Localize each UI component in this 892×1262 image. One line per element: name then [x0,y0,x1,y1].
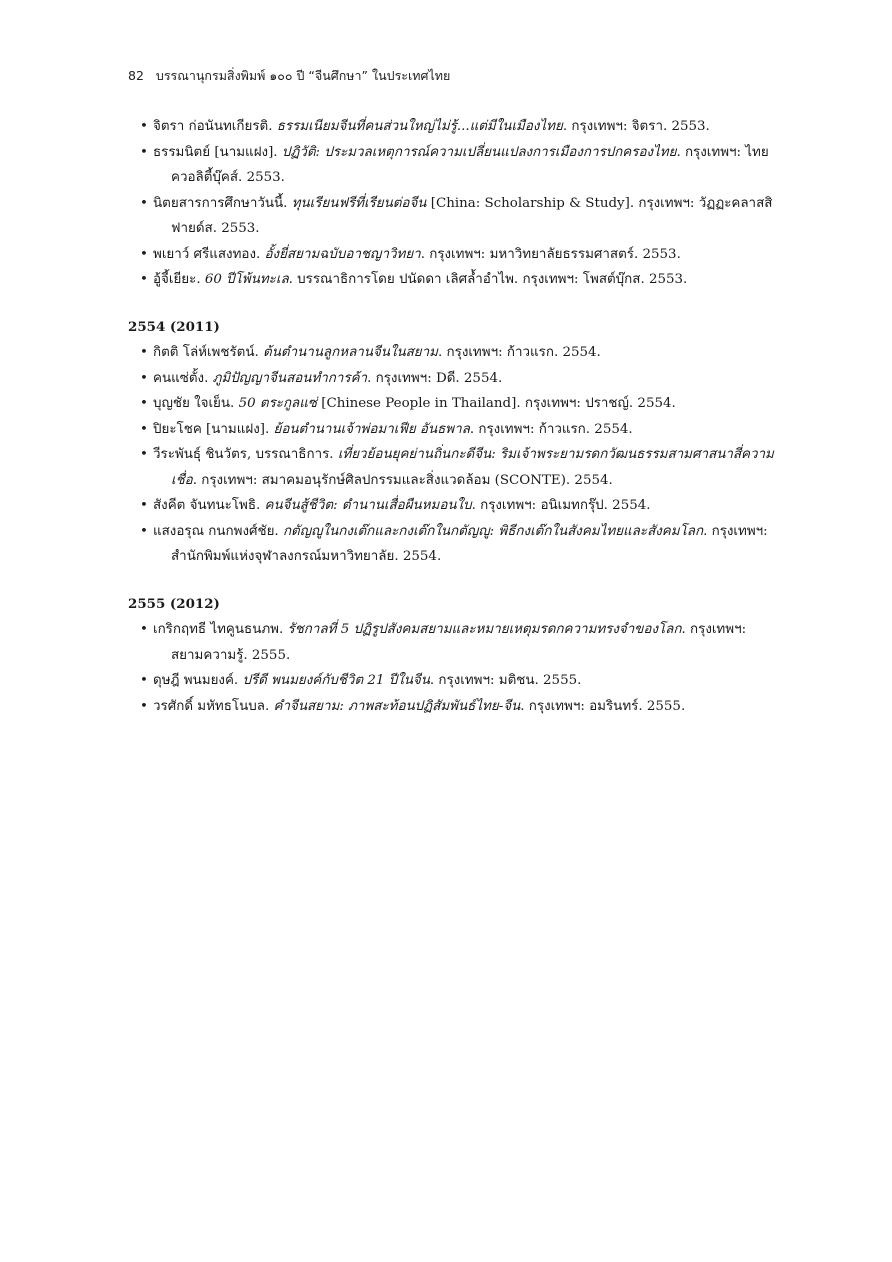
entry-list [128,340,778,570]
list-item: • วรศักดิ์ มหัทธโนบล. คำจีนสยาม: ภาพสะท้อนปฏิสัมพันธ์ไทย-จีน. กรุงเทพฯ: อมรินทร์. 2555. [128,694,778,720]
list-item: • ดุษฎี พนมยงค์. ปรีดี พนมยงค์กับชีวิต 21 ปีในจีน. กรุงเทพฯ: มติชน. 2555. [128,668,778,694]
section-2554 [128,315,778,570]
page-number: 82 [128,68,144,83]
year-heading: 2555 (2012) [128,595,220,612]
running-head [128,66,450,86]
list-item: • จิตรา ก่อนันทเกียรติ. ธรรมเนียมจีนที่คนส่วนใหญ่ไม่รู้...แต่มีในเมืองไทย. กรุงเทพฯ: จิตรา. 2553. [128,114,778,140]
list-item: • บุญชัย ใจเย็น. 50 ตระกูลแซ่ [Chinese People in Thailand]. กรุงเทพฯ: ปราชญ์. 2554. [128,391,778,417]
entry-list [128,617,778,719]
list-item: • คนแซ่ตั้ง. ภูมิปัญญาจีนสอนทำการค้า. กรุงเทพฯ: Dดี. 2554. [128,366,778,392]
year-heading: 2554 (2011) [128,318,220,335]
list-item: • นิตยสารการศึกษาวันนี้. ทุนเรียนฟรีที่เรียนต่อจีน [China: Scholarship & Study]. กรุงเทพฯ: วัฏฏะคลาสสิฟายด์ส. 2553. [128,191,778,242]
section-2555 [128,592,778,720]
list-item: • เกริกฤทธี ไทคูนธนภพ. รัชกาลที่ 5 ปฏิรูปสังคมสยามและหมายเหตุมรดกความทรงจำของโลก. กรุงเทพฯ: สยามความรู้. 2555. [128,617,778,668]
list-item: • สังคีต จันทนะโพธิ. คนจีนสู้ชีวิต: ตำนานเสื่อผืนหมอนใบ. กรุงเทพฯ: อนิเมทกรุ๊ป. 2554. [128,493,778,519]
list-item: • ธรรมนิตย์ [นามแฝง]. ปฏิวัติ: ประมวลเหตุการณ์ความเปลี่ยนแปลงการเมืองการปกครองไทย. กรุงเทพฯ: ไทยควอลิตี้บุ๊คส์. 2553. [128,140,778,191]
list-item: • วีระพันธุ์ ชินวัตร, บรรณาธิการ. เที่ยวย้อนยุคย่านถิ่นกะดีจีน: ริมเจ้าพระยามรดกวัฒนธรรมสามศาสนาสี่ความเชื่อ. กรุงเทพฯ: สมาคมอนุรักษ์ศิลปกรรมและสิ่งแวดล้อม (SCONTE). 2554. [128,442,778,493]
list-item: • ปิยะโชค [นามแฝง]. ย้อนตำนานเจ้าพ่อมาเฟีย อันธพาล. กรุงเทพฯ: ก้าวแรก. 2554. [128,417,778,443]
entry-list [128,114,778,293]
list-item: • พเยาว์ ศรีแสงทอง. อั้งยี่สยามฉบับอาชญาวิทยา. กรุงเทพฯ: มหาวิทยาลัยธรรมศาสตร์. 2553. [128,242,778,268]
bibliography-body [128,114,778,741]
list-item: • อู้จี้เยียะ. 60 ปีโพ้นทะเล. บรรณาธิการโดย ปนัดดา เลิศล้ำอำไพ. กรุงเทพฯ: โพสต์บุ๊กส. 2553. [128,267,778,293]
list-item: • กิตติ โล่ห์เพชรัตน์. ต้นตำนานลูกหลานจีนในสยาม. กรุงเทพฯ: ก้าวแรก. 2554. [128,340,778,366]
running-title: บรรณานุกรมสิ่งพิมพ์ ๑๐๐ ปี “จีนศึกษา” ในประเทศไทย [155,68,451,83]
list-item: • แสงอรุณ กนกพงศ์ชัย. กตัญญูในกงเต๊กและกงเต๊กในกตัญญู: พิธีกงเต๊กในสังคมไทยและสังคมโลก. กรุงเทพฯ: สำนักพิมพ์แห่งจุฬาลงกรณ์มหาวิทยาลัย. 2554. [128,519,778,570]
section-2553 [128,114,778,293]
